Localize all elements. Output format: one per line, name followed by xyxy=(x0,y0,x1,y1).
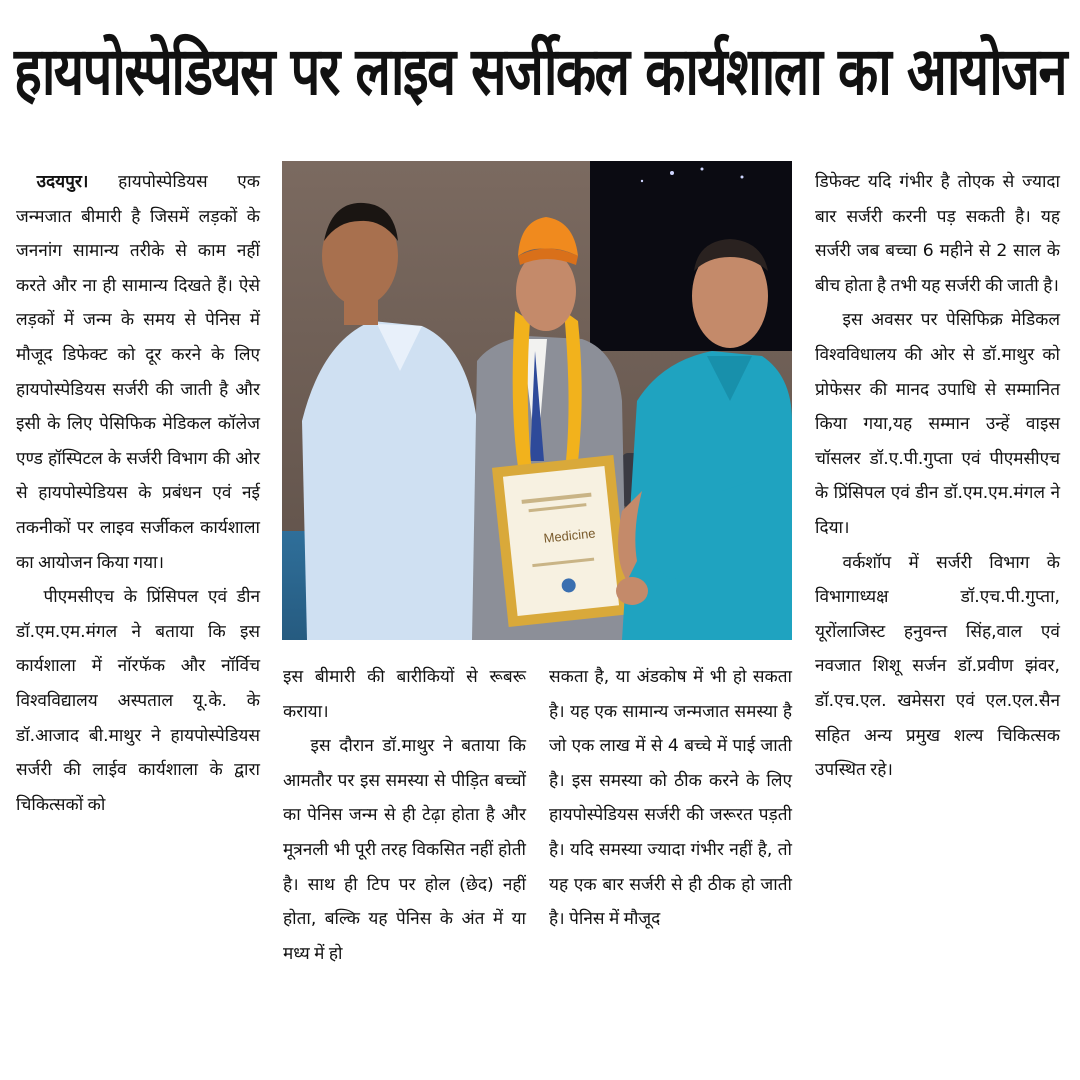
article-paragraph: इस दौरान डॉ.माथुर ने बताया कि आमतौर पर इस समस्या से पीड़ित बच्चों का पेनिस जन्म से ही टेढ़ा होता है और मूत्रनली भी पूरी तरह विकसित नहीं होती है। साथ ही टिप पर होल (छेद) नहीं होता, बल्कि यह पेनिस के अंत में या मध्य में हो xyxy=(283,736,526,964)
event-photo xyxy=(282,161,792,640)
article-paragraph: पीएमसीएच के प्रिंसिपल एवं डीन डॉ.एम.एम.मंगल ने बताया कि इस कार्यशाला में नॉरफॅक और नॉर्विच विश्वविद्यालय अस्पताल यू.के. के डॉ.आजाद बी.माथुर ने हायपोस्पेडियस सर्जरी की लाईव कार्यशाला के द्वारा चिकित्सकों को xyxy=(16,587,260,815)
article-column-1 xyxy=(16,165,260,822)
dateline: उदयपुर। xyxy=(36,172,89,192)
article-paragraph: इस बीमारी की बारीकियों से रूबरू कराया। xyxy=(283,667,526,722)
page-bottom-edge xyxy=(0,1064,1080,1080)
article-paragraph xyxy=(16,165,260,580)
article-paragraph: इस अवसर पर पेसिफिक्र मेडिकल विश्वविधालय की ओर से डॉ.माथुर को प्रोफेसर की मानद उपाधि से सम्मानित किया गया,यह सम्मान उन्हें वाइस चॉसलर डॉ.ए.पी.गुप्ता एवं पीएमसीएच के प्रिंसिपल एवं डीन डॉ.एम.एम.मंगल ने दिया। xyxy=(815,310,1060,538)
article-column-2 xyxy=(283,660,526,971)
headline: हायपोस्पेडियस पर लाइव सर्जीकल कार्यशाला का आयोजन xyxy=(14,33,1066,110)
article-paragraph: सकता है, या अंडकोष में भी हो सकता है। यह एक सामान्य जन्मजात समस्या है जो एक लाख में से 4 बच्चे में पाई जाती है। इस समस्या को ठीक करने के लिए हायपोस्पेडियस सर्जरी की जरूरत पड़ती है। यदि समस्या ज्यादा गंभीर नहीं है, तो यह एक बार सर्जरी से ही ठीक हो जाती है। पेनिस में मौजूद xyxy=(549,667,792,930)
article-paragraph: डिफेक्ट यदि गंभीर है तोएक से ज्यादा बार सर्जरी करनी पड़ सकती है। यह सर्जरी जब बच्चा 6 महीने से 2 साल के बीच होता है तभी यह सर्जरी की जाती है। xyxy=(815,172,1060,296)
article-column-3 xyxy=(549,660,792,937)
article-paragraph: वर्कशॉप में सर्जरी विभाग के विभागाध्यक्ष डॉ.एच.पी.गुप्ता, यूरोंलाजिस्ट हनुवन्त सिंह,वाल एवं नवजात शिशू सर्जन डॉ.प्रवीण झंवर, डॉ.एच.एल. खमेसरा एवं एल.एल.सैन सहित अन्य प्रमुख शल्य चिकित्सक उपस्थित रहे। xyxy=(815,552,1060,781)
paragraph-text: हायपोस्पेडियस एक जन्मजात बीमारी है जिसमें लड़कों के जननांग सामान्य तरीके से काम नहीं करते और ना ही सामान्य दिखते हैं। ऐसे लड़कों में जन्म के समय से पेनिस में मौजूद डिफेक्ट को दूर करने के लिए हायपोस्पेडियस सर्जरी की जाती है और इसी के लिए पेसिफिक मेडिकल कॉलेज एण्ड हॉस्पिटल के सर्जरी विभाग की ओर से हायपोस्पेडियस के प्रबंधन एवं नई तकनीकों पर लाइव सर्जीकल कार्यशाला का आयोजन किया गया। xyxy=(16,172,260,573)
certificate-title: Medicine xyxy=(542,525,597,546)
article-column-4 xyxy=(815,165,1060,788)
certificate xyxy=(492,455,630,627)
